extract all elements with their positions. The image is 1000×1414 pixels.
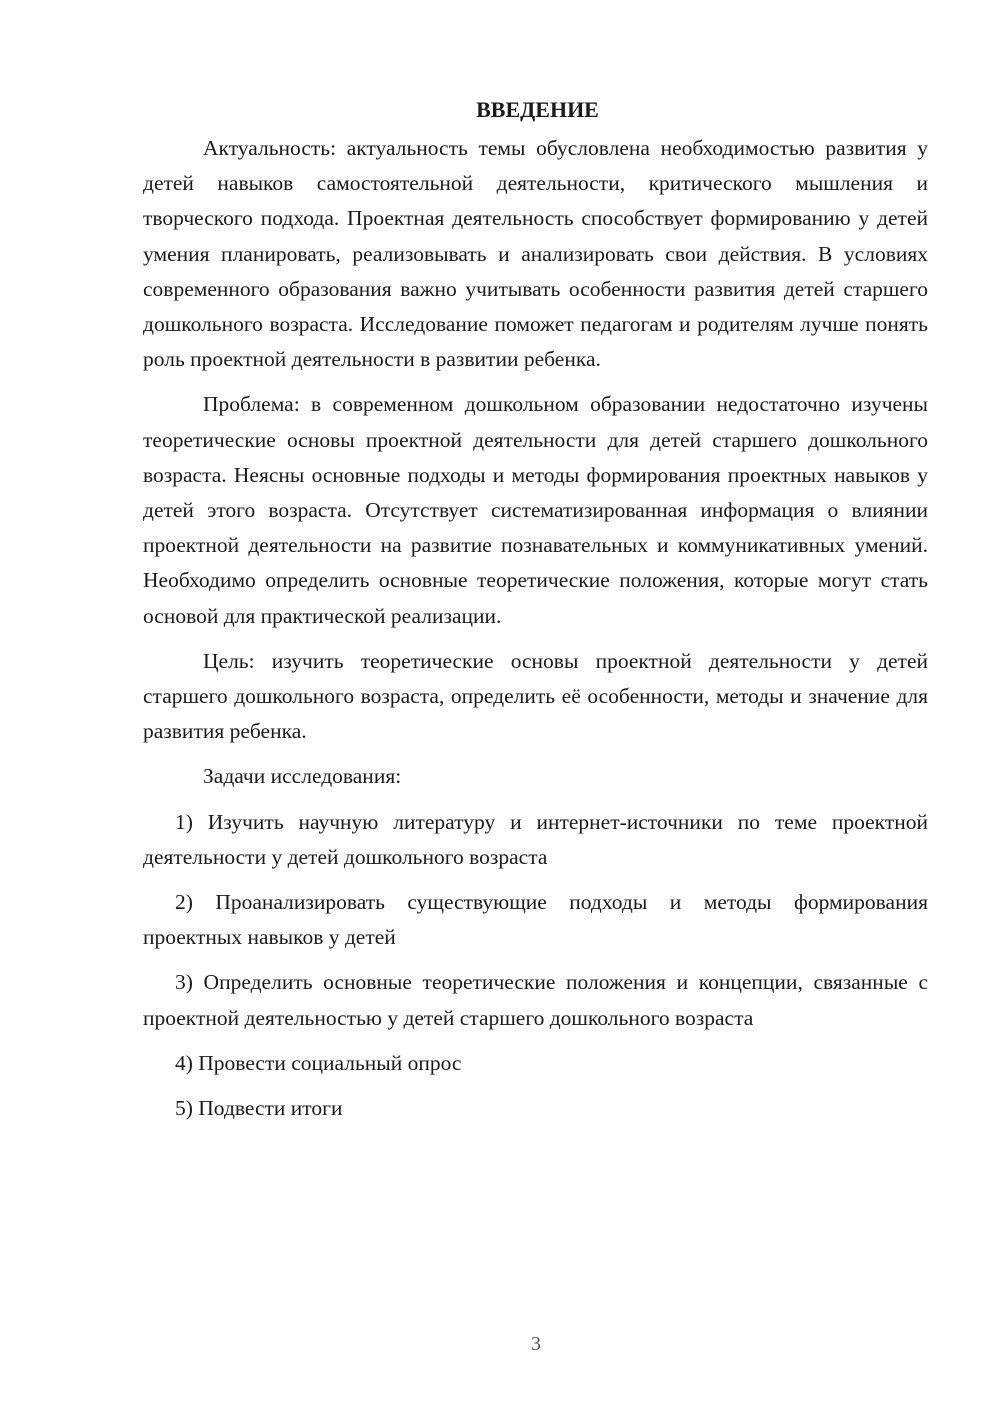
paragraph-relevance: Актуальность: актуальность темы обусловлена необходимостью развития у детей навыков самостоятельной деятельности, критического мышления и творческого подхода. Проектная деятельность способствует формированию у детей умения планировать, реализовывать и анализировать свои действия. В условиях современного образования важно учитывать особенности развития детей старшего дошкольного возраста. Исследование поможет педагогам и родителям лучше понять роль проектной деятельности в развитии ребенка. (143, 136, 928, 372)
tasks-heading: Задачи исследования: (203, 764, 402, 789)
task-item-1: 1) Изучить научную литературу и интернет-источники по теме проектной деятельности у детей дошкольного возраста (143, 809, 928, 869)
document-page (143, 92, 928, 1136)
page-number: 3 (531, 1333, 541, 1355)
document-title: ВВЕДЕНИЕ (476, 97, 599, 122)
tasks-list (143, 805, 928, 1127)
task-item-3: 3) Определить основные теоретические положения и концепции, связанные с проектной деятельностью у детей старшего дошкольного возраста (143, 970, 928, 1030)
task-item-2: 2) Проанализировать существующие подходы и методы формирования проектных навыков у детей (143, 890, 928, 950)
task-item-4: 4) Провести социальный опрос (175, 1050, 462, 1075)
paragraph-problem: Проблема: в современном дошкольном образовании недостаточно изучены теоретические основы проектной деятельности для детей старшего дошкольного возраста. Неясны основные подходы и методы формирования проектных навыков у детей этого возраста. Отсутствует систематизированная информация о влиянии проектной деятельности на развитие познавательных и коммуникативных умений. Необходимо определить основные теоретические положения, которые могут стать основой для практической реализации. (143, 392, 928, 628)
task-item-5: 5) Подвести итоги (175, 1096, 343, 1121)
paragraph-goal: Цель: изучить теоретические основы проектной деятельности у детей старшего дошкольного возраста, определить её особенности, методы и значение для развития ребенка. (143, 648, 928, 744)
